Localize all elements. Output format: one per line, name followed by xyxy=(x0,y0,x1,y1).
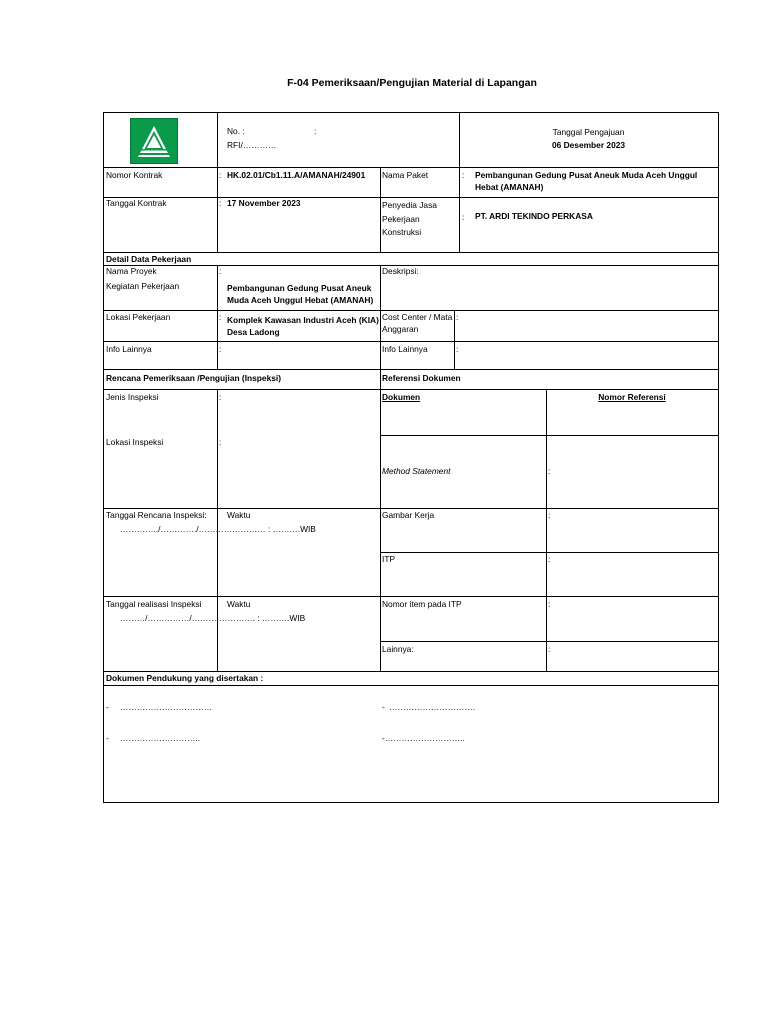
colon: : xyxy=(462,170,465,180)
row-divider xyxy=(380,435,718,436)
lokasi-inspeksi-label: Lokasi Inspeksi xyxy=(106,437,164,447)
row-divider xyxy=(104,167,718,168)
kegiatan-label: Kegiatan Pekerjaan xyxy=(106,281,180,291)
tanggal-pengajuan-value: 06 Desember 2023 xyxy=(551,140,626,150)
nama-paket-label: Nama Paket xyxy=(382,170,429,180)
lokasi-pekerjaan-value: Komplek Kawasan Industri Aceh (KIA) Desa Ladong xyxy=(227,315,379,337)
nomor-item-itp-label: Nomor item pada ITP xyxy=(382,599,462,609)
deskripsi-label: Deskripsi: xyxy=(382,266,419,276)
nama-paket-value: Pembangunan Gedung Pusat Aneuk Muda Aceh Unggul Hebat (AMANAH) xyxy=(475,170,698,192)
colon: : xyxy=(219,198,222,208)
dash: - xyxy=(106,702,109,712)
col-divider xyxy=(217,167,218,252)
row-divider xyxy=(104,369,718,370)
col-nomor-referensi-header: Nomor Referensi xyxy=(598,392,666,402)
rencana-section-title: Rencana Pemeriksaan /Pengujian (Inspeksi) xyxy=(106,373,282,383)
dash: - xyxy=(382,702,385,712)
colon: : xyxy=(219,392,222,402)
col-divider xyxy=(454,310,455,369)
tanggal-realisasi-fill: ………/……………/……… …………. : ……….WIB xyxy=(120,613,306,623)
inspection-form xyxy=(103,112,719,803)
row-divider xyxy=(380,641,718,642)
penyedia-label: Penyedia Jasa Pekerjaan Konstruksi xyxy=(382,200,437,237)
pendukung-line-1-left: …………………………… xyxy=(120,702,213,712)
col-divider xyxy=(380,369,381,671)
lainnya-label: Lainnya: xyxy=(382,644,414,654)
pendukung-line-1-right: …………………………. xyxy=(389,702,476,712)
row-divider xyxy=(104,596,718,597)
colon: : xyxy=(219,437,222,447)
rfi-number: RFI/………… xyxy=(227,140,277,150)
row-divider xyxy=(104,389,718,390)
colon: : xyxy=(456,312,459,322)
row-divider xyxy=(104,341,718,342)
row-divider xyxy=(104,252,718,253)
itp-label: ITP xyxy=(382,554,396,564)
tanggal-rencana-fill: …………../…………./…………………… : ……….WIB xyxy=(120,524,316,534)
info-lainnya-right-label: Info Lainnya xyxy=(382,344,428,354)
col-divider xyxy=(459,167,460,252)
gambar-kerja-label: Gambar Kerja xyxy=(382,510,435,520)
col-divider xyxy=(546,389,547,671)
referensi-section-title: Referensi Dokumen xyxy=(382,373,461,383)
tanggal-realisasi-label: Tanggal realisasi Inspeksi xyxy=(106,599,202,609)
colon: : xyxy=(462,212,465,222)
colon: : xyxy=(219,312,222,322)
colon: : xyxy=(548,466,551,476)
colon: : xyxy=(548,510,551,520)
nomor-kontrak-value: HK.02.01/Cb1.11.A/AMANAH/24901 xyxy=(227,170,366,180)
colon: : xyxy=(219,344,222,354)
penyedia-value: PT. ARDI TEKINDO PERKASA xyxy=(475,211,593,221)
colon: : xyxy=(548,644,551,654)
row-divider xyxy=(104,685,718,686)
colon: : xyxy=(548,599,551,609)
col-divider xyxy=(380,167,381,252)
tanggal-kontrak-label: Tanggal Kontrak xyxy=(106,198,167,208)
col-divider xyxy=(380,265,381,369)
tanggal-kontrak-value: 17 November 2023 xyxy=(227,198,301,208)
nomor-kontrak-label: Nomor Kontrak xyxy=(106,170,163,180)
tanggal-pengajuan-label: Tanggal Pengajuan xyxy=(552,127,625,137)
nama-proyek-label: Nama Proyek xyxy=(106,266,157,276)
pendukung-line-2-left: ……………………….. xyxy=(120,733,201,743)
pendukung-line-2-right: -……………………….. xyxy=(382,733,465,743)
colon: : xyxy=(219,170,222,180)
tree-logo-icon xyxy=(131,119,177,163)
jenis-inspeksi-label: Jenis Inspeksi xyxy=(106,392,159,402)
col-dokumen-header: Dokumen xyxy=(382,392,421,402)
page-title: F-04 Pemeriksaan/Pengujian Material di Lapangan xyxy=(287,77,537,89)
colon: : xyxy=(548,554,551,564)
no-label: No. : xyxy=(227,126,245,136)
no-colon: : xyxy=(314,126,317,136)
tanggal-rencana-label: Tanggal Rencana Inspeksi: xyxy=(106,510,207,520)
pendukung-section-title: Dokumen Pendukung yang disertakan : xyxy=(106,673,264,683)
col-divider xyxy=(217,265,218,369)
cost-center-label: Cost Center / Mata Anggaran xyxy=(382,312,453,334)
detail-section-title: Detail Data Pekerjaan xyxy=(106,254,192,264)
waktu-label: Waktu xyxy=(227,599,251,609)
waktu-label: Waktu xyxy=(227,510,251,520)
colon: : xyxy=(456,344,459,354)
lokasi-pekerjaan-label: Lokasi Pekerjaan xyxy=(106,312,171,322)
company-logo xyxy=(130,118,178,164)
kegiatan-value: Pembangunan Gedung Pusat Aneuk Muda Aceh Unggul Hebat (AMANAH) xyxy=(227,283,374,305)
colon: : xyxy=(219,266,222,276)
row-divider xyxy=(104,197,718,198)
info-lainnya-label: Info Lainnya xyxy=(106,344,152,354)
method-statement-label: Method Statement xyxy=(382,466,451,476)
dash: - xyxy=(106,733,109,743)
